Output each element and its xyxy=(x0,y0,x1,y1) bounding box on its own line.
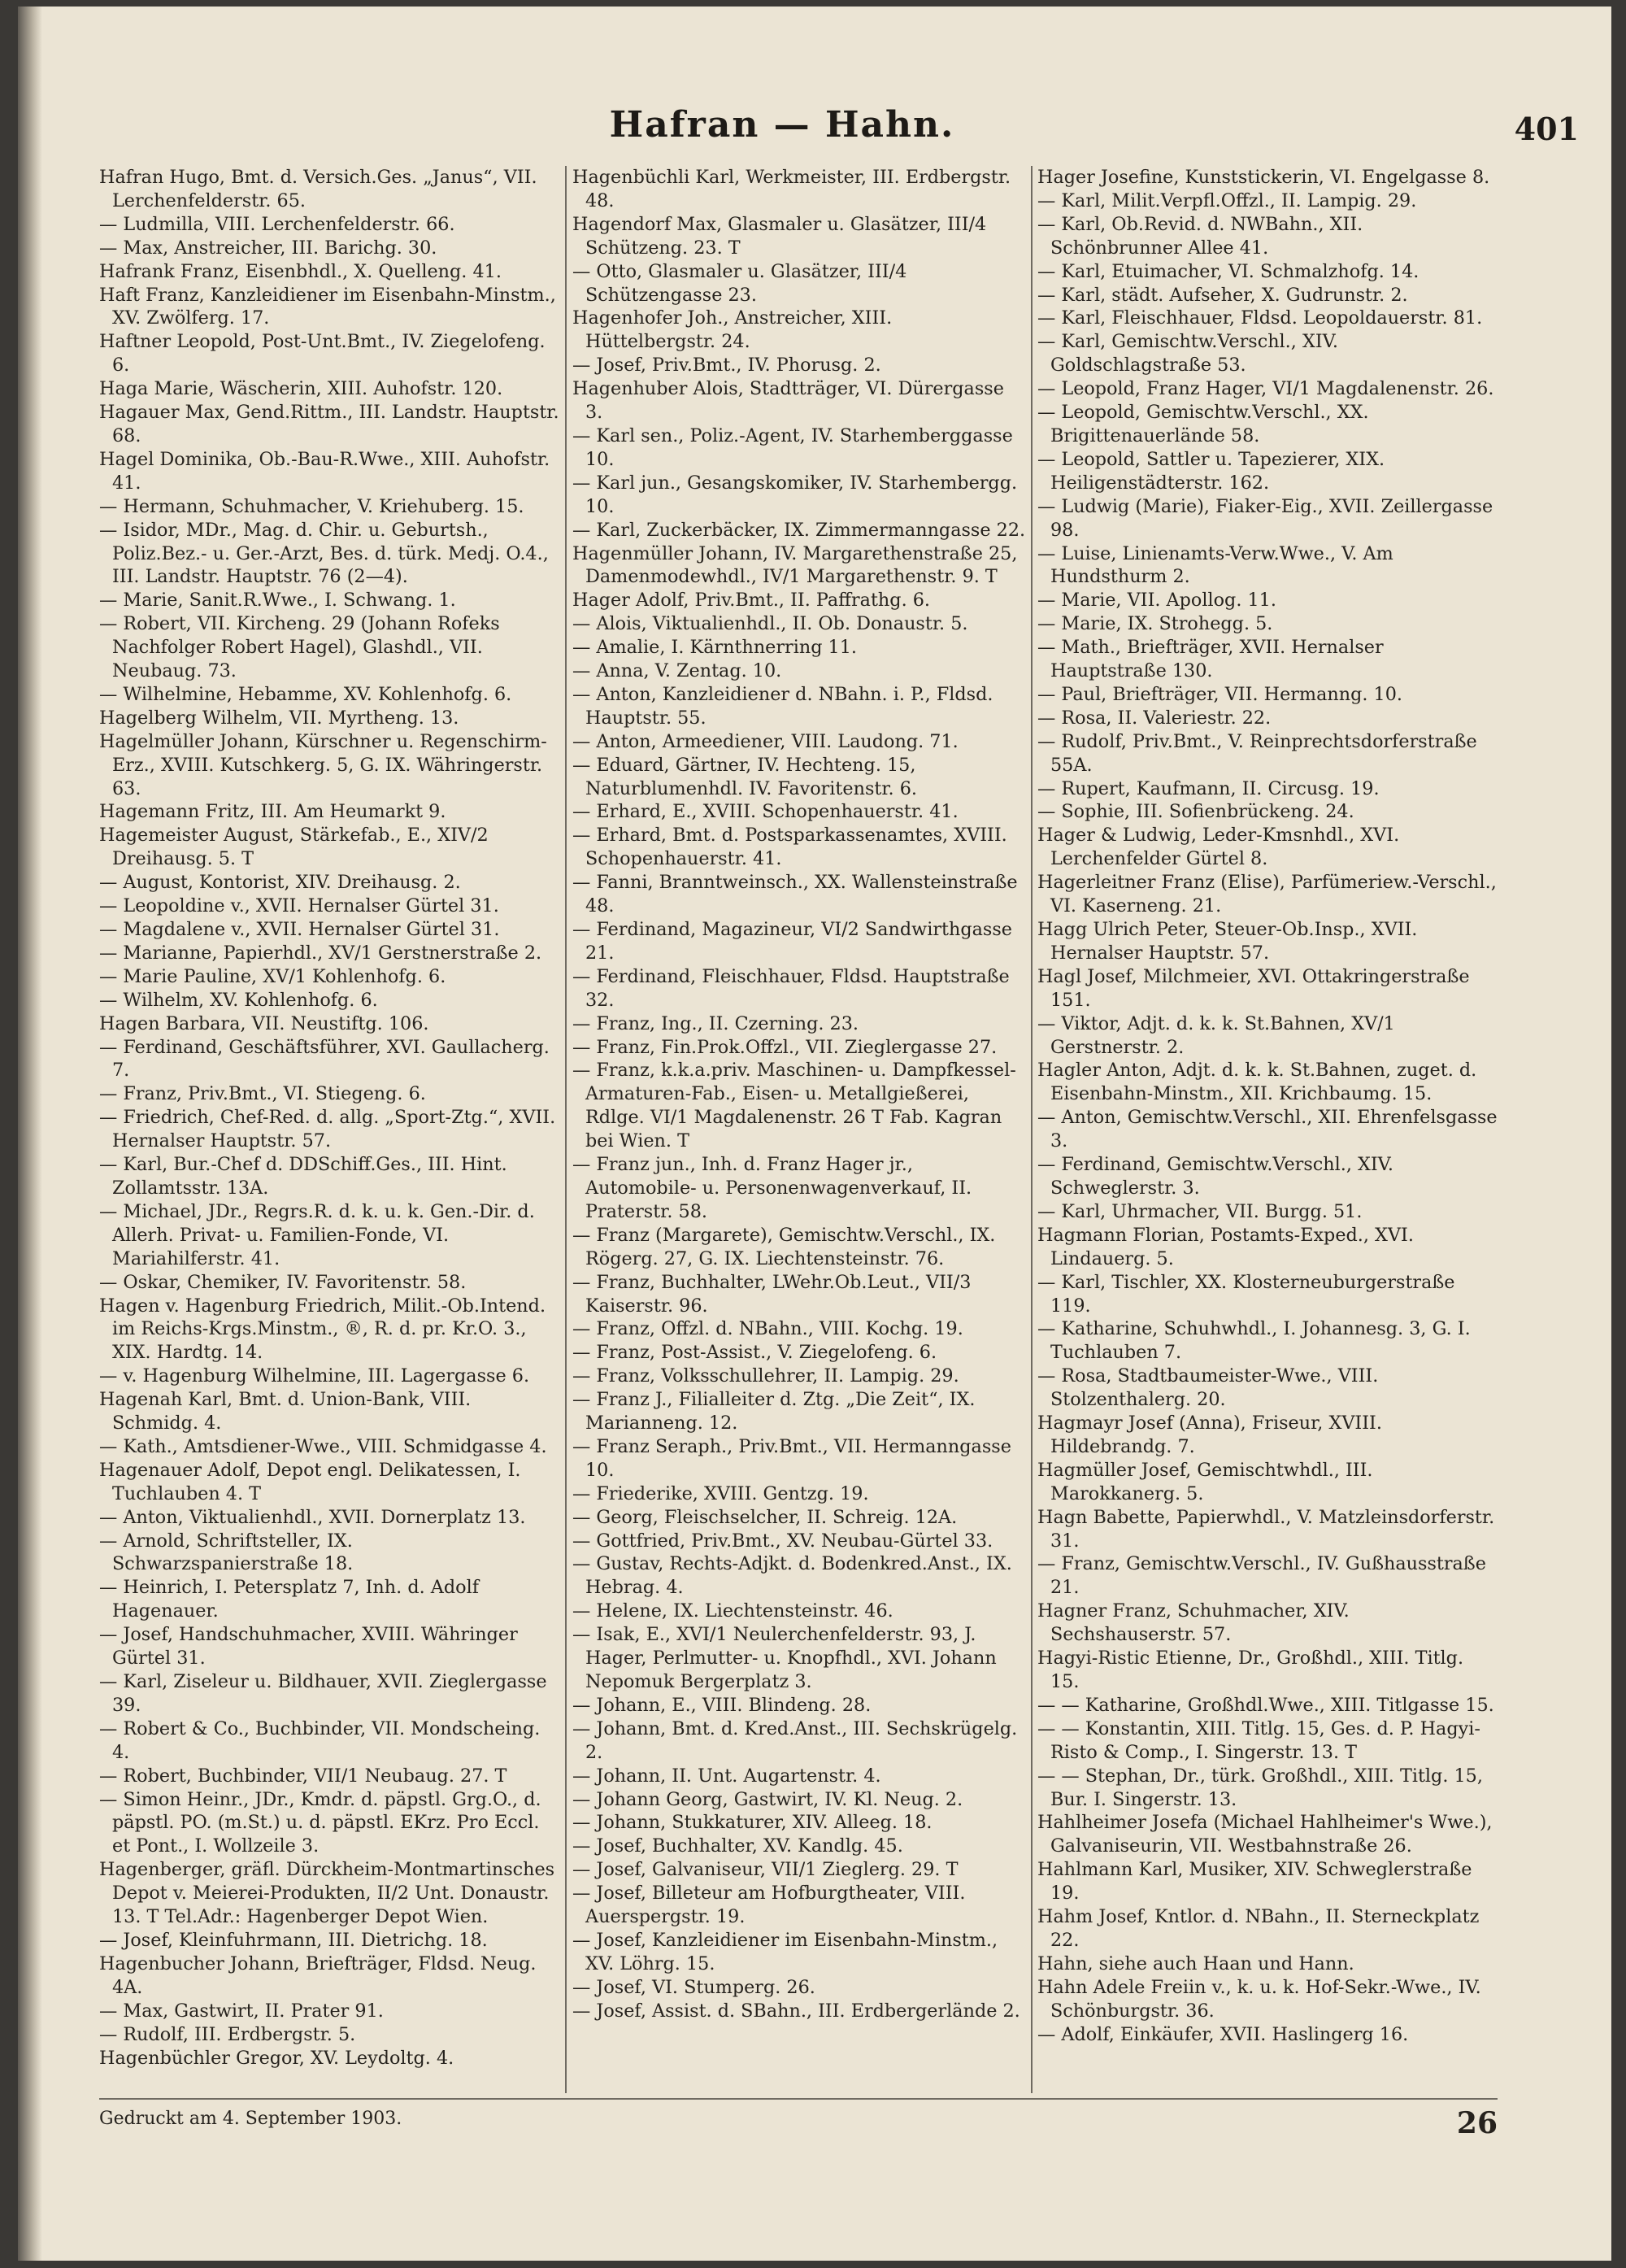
directory-entry: — Math., Briefträger, XVII. Hernalser Hauptstraße 130. xyxy=(1037,637,1384,682)
directory-entry: — Anton, Viktualienhdl., XVII. Dornerplatz 13. xyxy=(99,1506,526,1528)
directory-entry: Hagg Ulrich Peter, Steuer-Ob.Insp., XVII. Hernalser Hauptstr. 57. xyxy=(1037,919,1418,964)
directory-entry: — Georg, Fleischselcher, II. Schreig. 12A. xyxy=(572,1506,958,1528)
directory-entry: Hagenmüller Johann, IV. Margarethenstraße 25, Damenmodewhdl., IV/1 Margarethenstr. 9. T xyxy=(572,542,1018,588)
directory-entry: Hagel Dominika, Ob.-Bau-R.Wwe., XIII. Auhofstr. 41. xyxy=(99,448,550,494)
directory-entry: — Eduard, Gärtner, IV. Hechteng. 15, Naturblumenhdl. IV. Favoritenstr. 6. xyxy=(572,754,918,799)
directory-entry: — Franz, Fin.Prok.Offzl., VII. Zieglergasse 27. xyxy=(572,1036,998,1058)
directory-entry: — Ferdinand, Fleischhauer, Fldsd. Hauptstraße 32. xyxy=(572,965,1010,1011)
directory-entry: — Josef, Galvaniseur, VII/1 Zieglerg. 29. T xyxy=(572,1859,959,1881)
directory-entry: — Johann, E., VIII. Blindeng. 28. xyxy=(572,1694,872,1716)
directory-page xyxy=(18,7,1611,2261)
column-middle xyxy=(572,166,1026,2093)
directory-entry: Hagenhofer Joh., Anstreicher, XIII. Hüttelbergstr. 24. xyxy=(572,307,893,353)
directory-entry: — v. Hagenburg Wilhelmine, III. Lagergasse 6. xyxy=(99,1365,530,1387)
directory-entry: Hagmann Florian, Postamts-Exped., XVI. Lindauerg. 5. xyxy=(1037,1224,1414,1269)
directory-entry: — Franz, Post-Assist., V. Ziegelofeng. 6. xyxy=(572,1342,937,1364)
directory-entry: — Johann, Stukkaturer, XIV. Alleeg. 18. xyxy=(572,1812,933,1834)
directory-entry: — Katharine, Schuhwhdl., I. Johannesg. 3, G. I. Tuchlauben 7. xyxy=(1037,1318,1471,1364)
directory-entry: — Rudolf, Priv.Bmt., V. Reinprechtsdorferstraße 55A. xyxy=(1037,730,1477,776)
directory-entry: Hahn, siehe auch Haan und Hann. xyxy=(1037,1952,1354,1974)
directory-entry: — Johann Georg, Gastwirt, IV. Kl. Neug. 2. xyxy=(572,1788,963,1810)
directory-entry: Haftner Leopold, Post-Unt.Bmt., IV. Ziegelofeng. 6. xyxy=(99,331,546,377)
column-divider xyxy=(1031,166,1033,2093)
directory-entry: — August, Kontorist, XIV. Dreihausg. 2. xyxy=(99,872,461,894)
directory-entry: — Franz Seraph., Priv.Bmt., VII. Hermanngasse 10. xyxy=(572,1435,1011,1481)
directory-entry: — Karl, städt. Aufseher, X. Gudrunstr. 2. xyxy=(1037,284,1408,306)
directory-entry: — Josef, Kleinfuhrmann, III. Dietrichg. 18. xyxy=(99,1929,488,1951)
directory-entry: — — Konstantin, XIII. Titlg. 15, Ges. d. P. Hagyi-Risto & Comp., I. Singerstr. 13. T xyxy=(1037,1717,1480,1763)
directory-entry: — Kath., Amtsdiener-Wwe., VIII. Schmidgasse 4. xyxy=(99,1435,547,1457)
directory-entry: — Otto, Glasmaler u. Glasätzer, III/4 Schützengasse 23. xyxy=(572,260,907,306)
directory-entry: — Magdalene v., XVII. Hernalser Gürtel 31. xyxy=(99,919,500,940)
directory-entry: Hagerleitner Franz (Elise), Parfümeriew.-Verschl., VI. Kaserneng. 21. xyxy=(1037,872,1497,917)
directory-entry: — Paul, Briefträger, VII. Hermanng. 10. xyxy=(1037,683,1402,705)
directory-entry: — Karl, Gemischtw.Verschl., XIV. Goldschlagstraße 53. xyxy=(1037,331,1338,377)
directory-entry: Hagelmüller Johann, Kürschner u. Regenschirm-Erz., XVIII. Kutschkerg. 5, G. IX. Währingerstr. 63. xyxy=(99,730,547,799)
directory-entry: — Karl, Fleischhauer, Fldsd. Leopoldauerstr. 81. xyxy=(1037,307,1483,329)
directory-entry: — Franz, Volksschullehrer, II. Lampig. 29. xyxy=(572,1365,959,1387)
running-head: Hafran — Hahn. xyxy=(609,104,955,146)
column-divider xyxy=(565,166,567,2093)
directory-entry: Hahn Adele Freiin v., k. u. k. Hof-Sekr.-Wwe., IV. Schönburgstr. 36. xyxy=(1037,1976,1481,2022)
directory-entry: — Leopold, Sattler u. Tapezierer, XIX. Heiligenstädterstr. 162. xyxy=(1037,448,1385,494)
directory-entry: — Josef, Priv.Bmt., IV. Phorusg. 2. xyxy=(572,355,881,377)
directory-entry: Hager Josefine, Kunststickerin, VI. Engelgasse 8. xyxy=(1037,167,1490,188)
directory-entry: — Ferdinand, Gemischtw.Verschl., XIV. Schweglerstr. 3. xyxy=(1037,1154,1393,1199)
directory-entry: — — Stephan, Dr., türk. Großhdl., XIII. Titlg. 15, Bur. I. Singerstr. 13. xyxy=(1037,1765,1483,1810)
directory-entry: — Rosa, Stadtbaumeister-Wwe., VIII. Stolzenthalerg. 20. xyxy=(1037,1365,1379,1411)
directory-entry: — Karl, Etuimacher, VI. Schmalzhofg. 14. xyxy=(1037,260,1419,282)
directory-entry: — Ferdinand, Magazineur, VI/2 Sandwirthgasse 21. xyxy=(572,919,1012,964)
print-date: Gedruckt am 4. September 1903. xyxy=(99,2109,402,2129)
directory-entry: Hagenauer Adolf, Depot engl. Delikatessen, I. Tuchlauben 4. T xyxy=(99,1459,521,1504)
directory-entry: — Franz, Offzl. d. NBahn., VIII. Kochg. 19. xyxy=(572,1318,963,1340)
directory-entry: Hagler Anton, Adjt. d. k. k. St.Bahnen, zuget. d. Eisenbahn-Minstm., XII. Krichbaumg. 15. xyxy=(1037,1060,1477,1105)
directory-entry: Hagenberger, gräfl. Dürckheim-Montmartinsches Depot v. Meierei-Produkten, II/2 Unt. Donaustr. 13. T Tel.Adr.: Hagenberger Depot Wien. xyxy=(99,1859,555,1928)
directory-entry: Hagenah Karl, Bmt. d. Union-Bank, VIII. Schmidg. 4. xyxy=(99,1389,472,1434)
directory-entry: — Amalie, I. Kärnthnerring 11. xyxy=(572,637,858,659)
directory-entry: — Josef, Assist. d. SBahn., III. Erdbergerlände 2. xyxy=(572,2000,1020,2022)
directory-entry: Hagen Barbara, VII. Neustiftg. 106. xyxy=(99,1012,429,1034)
directory-entry: — Karl, Tischler, XX. Klosterneuburgerstraße 119. xyxy=(1037,1271,1455,1317)
directory-entry: — Franz jun., Inh. d. Franz Hager jr., Automobile- u. Personenwagenverkauf, II. Praterstr. 58. xyxy=(572,1154,972,1222)
directory-entry: — Leopoldine v., XVII. Hernalser Gürtel 31. xyxy=(99,895,499,917)
directory-entry: Hagner Franz, Schuhmacher, XIV. Sechshauserstr. 57. xyxy=(1037,1600,1350,1646)
directory-entry: — Max, Anstreicher, III. Barichg. 30. xyxy=(99,237,437,259)
directory-entry: — Marie Pauline, XV/1 Kohlenhofg. 6. xyxy=(99,965,446,987)
directory-entry: Hagyi-Ristic Etienne, Dr., Großhdl., XIII. Titlg. 15. xyxy=(1037,1648,1464,1692)
directory-entry: — Friedrich, Chef-Red. d. allg. „Sport-Ztg.“, XVII. Hernalser Hauptstr. 57. xyxy=(99,1107,556,1152)
directory-entry: — Marie, IX. Strohegg. 5. xyxy=(1037,613,1273,635)
directory-entry: — Sophie, III. Sofienbrückeng. 24. xyxy=(1037,801,1354,823)
directory-entry: — Erhard, Bmt. d. Postsparkassenamtes, XVIII. Schopenhauerstr. 41. xyxy=(572,825,1007,870)
directory-entry: — — Katharine, Großhdl.Wwe., XIII. Titlgasse 15. xyxy=(1037,1694,1494,1716)
directory-entry: Hagn Babette, Papierwhdl., V. Matzleinsdorferstr. 31. xyxy=(1037,1506,1495,1552)
directory-entry: — Karl, Ziseleur u. Bildhauer, XVII. Zieglergasse 39. xyxy=(99,1671,547,1716)
directory-entry: Hager Adolf, Priv.Bmt., II. Paffrathg. 6. xyxy=(572,590,931,612)
directory-entry: — Fanni, Branntweinsch., XX. Wallensteinstraße 48. xyxy=(572,872,1018,917)
directory-entry: Hahm Josef, Kntlor. d. NBahn., II. Sterneckplatz 22. xyxy=(1037,1906,1480,1951)
directory-entry: — Marianne, Papierhdl., XV/1 Gerstnerstraße 2. xyxy=(99,942,542,964)
directory-entry: — Josef, VI. Stumperg. 26. xyxy=(572,1976,815,1998)
directory-entry: Hagmüller Josef, Gemischtwhdl., III. Marokkanerg. 5. xyxy=(1037,1459,1373,1504)
directory-entry: — Robert & Co., Buchbinder, VII. Mondscheing. 4. xyxy=(99,1717,541,1763)
directory-entry: — Isak, E., XVI/1 Neulerchenfelderstr. 93, J. Hager, Perlmutter- u. Knopfhdl., XVI. Johann Nepomuk Bergerplatz 3. xyxy=(572,1624,997,1692)
directory-entry: Haft Franz, Kanzleidiener im Eisenbahn-Minstm., XV. Zwölferg. 17. xyxy=(99,284,556,329)
directory-entry: — Gustav, Rechts-Adjkt. d. Bodenkred.Anst., IX. Hebrag. 4. xyxy=(572,1553,1012,1599)
directory-entry: Hagen v. Hagenburg Friedrich, Milit.-Ob.Intend. im Reichs-Krgs.Minstm., ®, R. d. pr. Kr.O. 3., XIX. Hardtg. 14. xyxy=(99,1295,546,1364)
directory-entry: — Hermann, Schuhmacher, V. Kriehuberg. 15. xyxy=(99,495,524,517)
directory-entry: Hager & Ludwig, Leder-Kmsnhdl., XVI. Lerchenfelder Gürtel 8. xyxy=(1037,825,1400,870)
column-left xyxy=(99,166,559,2093)
directory-entry: — Simon Heinr., JDr., Kmdr. d. päpstl. Grg.O., d. päpstl. PO. (m.St.) u. d. päpstl. EKrz. Pro Eccl. et Pont., I. Wollzeile 3. xyxy=(99,1788,541,1857)
directory-entry: — Franz, Gemischtw.Verschl., IV. Gußhausstraße 21. xyxy=(1037,1553,1486,1599)
directory-entry: — Heinrich, I. Petersplatz 7, Inh. d. Adolf Hagenauer. xyxy=(99,1577,479,1622)
page-number: 401 xyxy=(1514,111,1579,147)
directory-entry: — Ludwig (Marie), Fiaker-Eig., XVII. Zeillergasse 98. xyxy=(1037,495,1493,541)
directory-entry: — Adolf, Einkäufer, XVII. Haslingerg 16. xyxy=(1037,2023,1409,2045)
directory-entry: — Anton, Kanzleidiener d. NBahn. i. P., Fldsd. Hauptstr. 55. xyxy=(572,683,993,729)
directory-entry: Haga Marie, Wäscherin, XIII. Auhofstr. 120. xyxy=(99,378,503,400)
directory-entry: — Franz J., Filialleiter d. Ztg. „Die Zeit“, IX. Marianneng. 12. xyxy=(572,1389,976,1434)
directory-entry: — Karl sen., Poliz.-Agent, IV. Starhemberggasse 10. xyxy=(572,424,1013,470)
directory-entry: — Marie, Sanit.R.Wwe., I. Schwang. 1. xyxy=(99,590,456,612)
directory-entry: — Ferdinand, Geschäftsführer, XVI. Gaullacherg. 7. xyxy=(99,1036,550,1082)
directory-entry: — Karl, Ob.Revid. d. NWBahn., XII. Schönbrunner Allee 41. xyxy=(1037,213,1363,259)
directory-entry: — Rupert, Kaufmann, II. Circusg. 19. xyxy=(1037,777,1380,799)
directory-entry: — Anna, V. Zentag. 10. xyxy=(572,660,782,682)
directory-entry: — Josef, Billeteur am Hofburgtheater, VIII. Auerspergstr. 19. xyxy=(572,1883,966,1928)
footer-rule xyxy=(99,2098,1498,2100)
directory-entry: — Robert, Buchbinder, VII/1 Neubaug. 27. T xyxy=(99,1765,507,1787)
directory-entry: — Alois, Viktualienhdl., II. Ob. Donaustr. 5. xyxy=(572,613,968,635)
directory-entry: — Robert, VII. Kircheng. 29 (Johann Rofeks Nachfolger Robert Hagel), Glashdl., VII. Neubaug. 73. xyxy=(99,613,500,682)
directory-entry: — Karl, Zuckerbäcker, IX. Zimmermanngasse 22. xyxy=(572,519,1026,541)
directory-entry: — Josef, Handschuhmacher, XVIII. Währinger Gürtel 31. xyxy=(99,1624,518,1669)
directory-entry: Hagemann Fritz, III. Am Heumarkt 9. xyxy=(99,801,446,823)
directory-entry: — Josef, Kanzleidiener im Eisenbahn-Minstm., XV. Löhrg. 15. xyxy=(572,1929,998,1974)
directory-entry: — Karl, Milit.Verpfl.Offzl., II. Lampig. 29. xyxy=(1037,189,1417,211)
directory-entry: — Max, Gastwirt, II. Prater 91. xyxy=(99,2000,384,2022)
directory-entry: — Rudolf, III. Erdbergstr. 5. xyxy=(99,2023,356,2045)
directory-entry: — Karl, Bur.-Chef d. DDSchiff.Ges., III. Hint. Zollamtsstr. 13A. xyxy=(99,1154,507,1199)
directory-entry: Hagenbüchler Gregor, XV. Leydoltg. 4. xyxy=(99,2047,454,2069)
directory-entry: Hagenbüchli Karl, Werkmeister, III. Erdbergstr. 48. xyxy=(572,167,1011,211)
directory-entry: — Johann, Bmt. d. Kred.Anst., III. Sechskrügelg. 2. xyxy=(572,1717,1018,1763)
directory-entry: Hagenhuber Alois, Stadtträger, VI. Dürergasse 3. xyxy=(572,378,1004,424)
directory-entry: — Johann, II. Unt. Augartenstr. 4. xyxy=(572,1765,881,1787)
directory-entry: — Franz, Ing., II. Czerning. 23. xyxy=(572,1012,859,1034)
directory-entry: — Josef, Buchhalter, XV. Kandlg. 45. xyxy=(572,1835,903,1857)
directory-entry: Hagmayr Josef (Anna), Friseur, XVIII. Hildebrandg. 7. xyxy=(1037,1413,1382,1457)
directory-entry: — Viktor, Adjt. d. k. k. St.Bahnen, XV/1 Gerstnerstr. 2. xyxy=(1037,1012,1395,1058)
directory-entry: — Wilhelm, XV. Kohlenhofg. 6. xyxy=(99,989,378,1011)
directory-entry: — Anton, Gemischtw.Verschl., XII. Ehrenfelsgasse 3. xyxy=(1037,1107,1498,1152)
column-right xyxy=(1037,166,1498,2093)
directory-entry: Hagelberg Wilhelm, VII. Myrtheng. 13. xyxy=(99,707,459,729)
directory-entry: — Michael, JDr., Regrs.R. d. k. u. k. Gen.-Dir. d. Allerh. Privat- u. Familien-Fonde, VI. Mariahilferstr. 41. xyxy=(99,1200,535,1269)
directory-entry: Hagemeister August, Stärkefab., E., XIV/2 Dreihausg. 5. T xyxy=(99,825,489,870)
signature-mark: 26 xyxy=(1456,2106,1498,2140)
directory-entry: — Karl jun., Gesangskomiker, IV. Starhembergg. 10. xyxy=(572,472,1018,517)
directory-entry: — Friederike, XVIII. Gentzg. 19. xyxy=(572,1482,869,1504)
directory-entry: Hagl Josef, Milchmeier, XVI. Ottakringerstraße 151. xyxy=(1037,965,1470,1011)
directory-entry: — Helene, IX. Liechtensteinstr. 46. xyxy=(572,1600,893,1622)
directory-entry: — Luise, Linienamts-Verw.Wwe., V. Am Hundsthurm 2. xyxy=(1037,542,1393,588)
directory-entry: — Erhard, E., XVIII. Schopenhauerstr. 41. xyxy=(572,801,959,823)
directory-entry: Hagauer Max, Gend.Rittm., III. Landstr. Hauptstr. 68. xyxy=(99,402,559,446)
directory-entry: — Franz (Margarete), Gemischtw.Verschl., IX. Rögerg. 27, G. IX. Liechtensteinstr. 76. xyxy=(572,1224,996,1269)
directory-entry: — Leopold, Gemischtw.Verschl., XX. Brigittenauerlände 58. xyxy=(1037,402,1369,446)
directory-entry: — Arnold, Schriftsteller, IX. Schwarzspanierstraße 18. xyxy=(99,1530,354,1575)
directory-entry: Hagenbucher Johann, Briefträger, Fldsd. Neug. 4A. xyxy=(99,1952,537,1998)
book-gutter xyxy=(18,7,42,2261)
directory-entry: — Karl, Uhrmacher, VII. Burgg. 51. xyxy=(1037,1200,1363,1222)
directory-entry: — Rosa, II. Valeriestr. 22. xyxy=(1037,707,1272,729)
directory-entry: — Ludmilla, VIII. Lerchenfelderstr. 66. xyxy=(99,213,455,235)
directory-entry: — Wilhelmine, Hebamme, XV. Kohlenhofg. 6. xyxy=(99,683,512,705)
directory-entry: Hafrank Franz, Eisenbhdl., X. Quelleng. 41. xyxy=(99,260,502,282)
directory-entry: Hagendorf Max, Glasmaler u. Glasätzer, III/4 Schützeng. 23. T xyxy=(572,213,987,259)
directory-entry: — Leopold, Franz Hager, VI/1 Magdalenenstr. 26. xyxy=(1037,378,1494,400)
directory-entry: Hahlmann Karl, Musiker, XIV. Schweglerstraße 19. xyxy=(1037,1859,1472,1905)
directory-entry: — Franz, Priv.Bmt., VI. Stiegeng. 6. xyxy=(99,1083,426,1105)
directory-entry: — Oskar, Chemiker, IV. Favoritenstr. 58. xyxy=(99,1271,467,1293)
directory-entry: Hahlheimer Josefa (Michael Hahlheimer's Wwe.), Galvaniseurin, VII. Westbahnstraße 26. xyxy=(1037,1812,1493,1857)
directory-entry: — Gottfried, Priv.Bmt., XV. Neubau-Gürtel 33. xyxy=(572,1530,993,1552)
directory-entry: Hafran Hugo, Bmt. d. Versich.Ges. „Janus“, VII. Lerchenfelderstr. 65. xyxy=(99,167,537,211)
directory-entry: — Franz, Buchhalter, LWehr.Ob.Leut., VII/3 Kaiserstr. 96. xyxy=(572,1271,972,1317)
directory-entry: — Franz, k.k.a.priv. Maschinen- u. Dampfkessel-Armaturen-Fab., Eisen- u. Metallgießerei, Rdlge. VI/1 Magdalenenstr. 26 T Fab. Kagran bei Wien. T xyxy=(572,1060,1016,1152)
directory-entry: — Isidor, MDr., Mag. d. Chir. u. Geburtsh., Poliz.Bez.- u. Ger.-Arzt, Bes. d. türk. Medj. O.4., III. Landstr. Hauptstr. 76 (2—4). xyxy=(99,519,549,588)
directory-entry: — Marie, VII. Apollog. 11. xyxy=(1037,590,1276,612)
directory-entry: — Anton, Armeediener, VIII. Laudong. 71. xyxy=(572,730,959,752)
